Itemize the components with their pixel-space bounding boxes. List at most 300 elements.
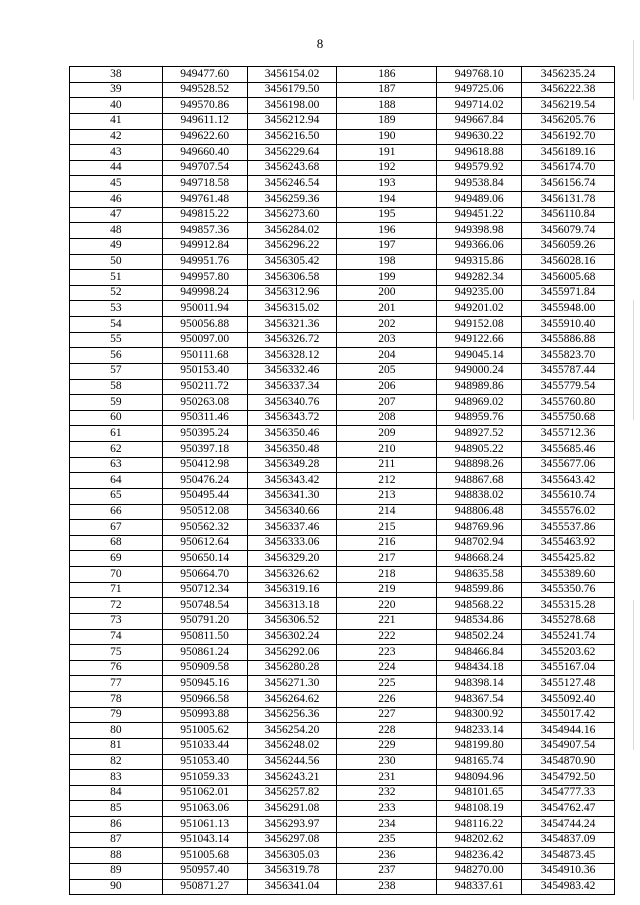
point-number-cell: 41 — [70, 113, 163, 129]
x-coordinate-cell: 949707.54 — [162, 160, 247, 176]
y-coordinate-cell: 3456302.24 — [247, 629, 337, 645]
y-coordinate-cell: 3456350.46 — [247, 426, 337, 442]
point-number-cell: 57 — [70, 363, 163, 379]
point-number-cell: 212 — [337, 473, 437, 489]
y-coordinate-cell: 3456259.36 — [247, 192, 337, 208]
x-coordinate-cell: 951061.13 — [162, 817, 247, 833]
x-coordinate-cell: 949725.06 — [437, 82, 522, 98]
y-coordinate-cell: 3455685.46 — [522, 442, 615, 458]
x-coordinate-cell: 950412.98 — [162, 457, 247, 473]
y-coordinate-cell: 3456284.02 — [247, 223, 337, 239]
point-number-cell: 199 — [337, 270, 437, 286]
point-number-cell: 211 — [337, 457, 437, 473]
x-coordinate-cell: 949528.52 — [162, 82, 247, 98]
x-coordinate-cell: 949201.02 — [437, 301, 522, 317]
x-coordinate-cell: 950791.20 — [162, 613, 247, 629]
x-coordinate-cell: 948101.65 — [437, 785, 522, 801]
y-coordinate-cell: 3455610.74 — [522, 488, 615, 504]
point-number-cell: 231 — [337, 770, 437, 786]
point-number-cell: 83 — [70, 770, 163, 786]
point-number-cell: 210 — [337, 442, 437, 458]
x-coordinate-cell: 949570.86 — [162, 98, 247, 114]
point-number-cell: 67 — [70, 520, 163, 536]
point-number-cell: 77 — [70, 676, 163, 692]
y-coordinate-cell: 3456216.50 — [247, 129, 337, 145]
y-coordinate-cell: 3456315.02 — [247, 301, 337, 317]
y-coordinate-cell: 3456337.46 — [247, 520, 337, 536]
y-coordinate-cell: 3455425.82 — [522, 551, 615, 567]
point-number-cell: 225 — [337, 676, 437, 692]
point-number-cell: 79 — [70, 707, 163, 723]
x-coordinate-cell: 951053.40 — [162, 754, 247, 770]
point-number-cell: 228 — [337, 723, 437, 739]
y-coordinate-cell: 3456235.24 — [522, 67, 615, 83]
table-row — [70, 332, 615, 348]
y-coordinate-cell: 3456319.16 — [247, 582, 337, 598]
point-number-cell: 72 — [70, 598, 163, 614]
point-number-cell: 235 — [337, 832, 437, 848]
point-number-cell: 54 — [70, 317, 163, 333]
y-coordinate-cell: 3455241.74 — [522, 629, 615, 645]
scan-edge-mark — [633, 40, 634, 100]
x-coordinate-cell: 950097.00 — [162, 332, 247, 348]
y-coordinate-cell: 3455278.68 — [522, 613, 615, 629]
table-row — [70, 238, 615, 254]
point-number-cell: 224 — [337, 660, 437, 676]
table-row — [70, 379, 615, 395]
x-coordinate-cell: 949768.10 — [437, 67, 522, 83]
table-row — [70, 67, 615, 83]
y-coordinate-cell: 3456306.58 — [247, 270, 337, 286]
x-coordinate-cell: 948502.24 — [437, 629, 522, 645]
y-coordinate-cell: 3455017.42 — [522, 707, 615, 723]
x-coordinate-cell: 948202.62 — [437, 832, 522, 848]
point-number-cell: 71 — [70, 582, 163, 598]
point-number-cell: 218 — [337, 567, 437, 583]
point-number-cell: 76 — [70, 660, 163, 676]
y-coordinate-cell: 3455787.44 — [522, 363, 615, 379]
point-number-cell: 188 — [337, 98, 437, 114]
y-coordinate-cell: 3455971.84 — [522, 285, 615, 301]
y-coordinate-cell: 3455779.54 — [522, 379, 615, 395]
y-coordinate-cell: 3456248.02 — [247, 738, 337, 754]
point-number-cell: 226 — [337, 692, 437, 708]
y-coordinate-cell: 3456337.34 — [247, 379, 337, 395]
point-number-cell: 203 — [337, 332, 437, 348]
y-coordinate-cell: 3456343.42 — [247, 473, 337, 489]
point-number-cell: 52 — [70, 285, 163, 301]
y-coordinate-cell: 3456341.30 — [247, 488, 337, 504]
x-coordinate-cell: 950712.34 — [162, 582, 247, 598]
y-coordinate-cell: 3456198.00 — [247, 98, 337, 114]
x-coordinate-cell: 950056.88 — [162, 317, 247, 333]
x-coordinate-cell: 948233.14 — [437, 723, 522, 739]
y-coordinate-cell: 3454907.54 — [522, 738, 615, 754]
y-coordinate-cell: 3455167.04 — [522, 660, 615, 676]
y-coordinate-cell: 3456154.02 — [247, 67, 337, 83]
x-coordinate-cell: 948635.58 — [437, 567, 522, 583]
table-row — [70, 754, 615, 770]
x-coordinate-cell: 950966.58 — [162, 692, 247, 708]
point-number-cell: 195 — [337, 207, 437, 223]
y-coordinate-cell: 3456110.84 — [522, 207, 615, 223]
x-coordinate-cell: 949714.02 — [437, 98, 522, 114]
y-coordinate-cell: 3456340.76 — [247, 395, 337, 411]
x-coordinate-cell: 950748.54 — [162, 598, 247, 614]
point-number-cell: 60 — [70, 410, 163, 426]
table-row — [70, 738, 615, 754]
point-number-cell: 229 — [337, 738, 437, 754]
y-coordinate-cell: 3455127.48 — [522, 676, 615, 692]
table-row — [70, 457, 615, 473]
point-number-cell: 232 — [337, 785, 437, 801]
x-coordinate-cell: 949622.60 — [162, 129, 247, 145]
x-coordinate-cell: 949282.34 — [437, 270, 522, 286]
x-coordinate-cell: 949477.60 — [162, 67, 247, 83]
x-coordinate-cell: 949815.22 — [162, 207, 247, 223]
x-coordinate-cell: 950153.40 — [162, 363, 247, 379]
x-coordinate-cell: 948367.54 — [437, 692, 522, 708]
point-number-cell: 86 — [70, 817, 163, 833]
x-coordinate-cell: 951062.01 — [162, 785, 247, 801]
y-coordinate-cell: 3455948.00 — [522, 301, 615, 317]
table-row — [70, 645, 615, 661]
x-coordinate-cell: 948599.86 — [437, 582, 522, 598]
y-coordinate-cell: 3456280.28 — [247, 660, 337, 676]
y-coordinate-cell: 3456332.46 — [247, 363, 337, 379]
point-number-cell: 66 — [70, 504, 163, 520]
table-row — [70, 301, 615, 317]
point-number-cell: 80 — [70, 723, 163, 739]
x-coordinate-cell: 949489.06 — [437, 192, 522, 208]
y-coordinate-cell: 3456156.74 — [522, 176, 615, 192]
table-row — [70, 848, 615, 864]
x-coordinate-cell: 950861.24 — [162, 645, 247, 661]
page-number: 8 — [316, 36, 324, 51]
x-coordinate-cell: 949398.98 — [437, 223, 522, 239]
table-row — [70, 504, 615, 520]
x-coordinate-cell: 948668.24 — [437, 551, 522, 567]
table-row — [70, 832, 615, 848]
x-coordinate-cell: 949366.06 — [437, 238, 522, 254]
point-number-cell: 58 — [70, 379, 163, 395]
point-number-cell: 200 — [337, 285, 437, 301]
table-row — [70, 98, 615, 114]
point-number-cell: 208 — [337, 410, 437, 426]
x-coordinate-cell: 948838.02 — [437, 488, 522, 504]
y-coordinate-cell: 3456293.97 — [247, 817, 337, 833]
table-row — [70, 192, 615, 208]
y-coordinate-cell: 3456212.94 — [247, 113, 337, 129]
point-number-cell: 43 — [70, 145, 163, 161]
x-coordinate-cell: 950311.46 — [162, 410, 247, 426]
y-coordinate-cell: 3454837.09 — [522, 832, 615, 848]
y-coordinate-cell: 3456321.36 — [247, 317, 337, 333]
point-number-cell: 190 — [337, 129, 437, 145]
y-coordinate-cell: 3455537.86 — [522, 520, 615, 536]
y-coordinate-cell: 3456264.62 — [247, 692, 337, 708]
y-coordinate-cell: 3456343.72 — [247, 410, 337, 426]
x-coordinate-cell: 951059.33 — [162, 770, 247, 786]
y-coordinate-cell: 3456131.78 — [522, 192, 615, 208]
x-coordinate-cell: 950650.14 — [162, 551, 247, 567]
y-coordinate-cell: 3456005.68 — [522, 270, 615, 286]
point-number-cell: 81 — [70, 738, 163, 754]
point-number-cell: 216 — [337, 535, 437, 551]
y-coordinate-cell: 3456257.82 — [247, 785, 337, 801]
x-coordinate-cell: 948959.76 — [437, 410, 522, 426]
point-number-cell: 46 — [70, 192, 163, 208]
y-coordinate-cell: 3456328.12 — [247, 348, 337, 364]
x-coordinate-cell: 949660.40 — [162, 145, 247, 161]
table-row — [70, 317, 615, 333]
x-coordinate-cell: 950612.64 — [162, 535, 247, 551]
y-coordinate-cell: 3455092.40 — [522, 692, 615, 708]
x-coordinate-cell: 949957.80 — [162, 270, 247, 286]
y-coordinate-cell: 3455203.62 — [522, 645, 615, 661]
y-coordinate-cell: 3455760.80 — [522, 395, 615, 411]
table-row — [70, 223, 615, 239]
point-number-cell: 202 — [337, 317, 437, 333]
point-number-cell: 69 — [70, 551, 163, 567]
scan-edge-mark — [633, 600, 634, 750]
point-number-cell: 233 — [337, 801, 437, 817]
point-number-cell: 47 — [70, 207, 163, 223]
table-row — [70, 567, 615, 583]
y-coordinate-cell: 3456350.48 — [247, 442, 337, 458]
table-row — [70, 426, 615, 442]
point-number-cell: 214 — [337, 504, 437, 520]
table-row — [70, 113, 615, 129]
point-number-cell: 227 — [337, 707, 437, 723]
point-number-cell: 74 — [70, 629, 163, 645]
point-number-cell: 61 — [70, 426, 163, 442]
y-coordinate-cell: 3455643.42 — [522, 473, 615, 489]
point-number-cell: 223 — [337, 645, 437, 661]
y-coordinate-cell: 3456306.52 — [247, 613, 337, 629]
x-coordinate-cell: 950562.32 — [162, 520, 247, 536]
y-coordinate-cell: 3456205.76 — [522, 113, 615, 129]
x-coordinate-cell: 948898.26 — [437, 457, 522, 473]
table-row — [70, 82, 615, 98]
x-coordinate-cell: 948568.22 — [437, 598, 522, 614]
point-number-cell: 38 — [70, 67, 163, 83]
table-row — [70, 520, 615, 536]
x-coordinate-cell: 950993.88 — [162, 707, 247, 723]
x-coordinate-cell: 948969.02 — [437, 395, 522, 411]
table-row — [70, 270, 615, 286]
x-coordinate-cell: 950111.68 — [162, 348, 247, 364]
y-coordinate-cell: 3456313.18 — [247, 598, 337, 614]
y-coordinate-cell: 3455576.02 — [522, 504, 615, 520]
y-coordinate-cell: 3456189.16 — [522, 145, 615, 161]
point-number-cell: 44 — [70, 160, 163, 176]
x-coordinate-cell: 948116.22 — [437, 817, 522, 833]
x-coordinate-cell: 950397.18 — [162, 442, 247, 458]
x-coordinate-cell: 949618.88 — [437, 145, 522, 161]
coordinates-table-body — [70, 67, 615, 895]
y-coordinate-cell: 3454873.45 — [522, 848, 615, 864]
point-number-cell: 78 — [70, 692, 163, 708]
table-row — [70, 676, 615, 692]
x-coordinate-cell: 949315.86 — [437, 254, 522, 270]
x-coordinate-cell: 949152.08 — [437, 317, 522, 333]
y-coordinate-cell: 3455315.28 — [522, 598, 615, 614]
table-row — [70, 551, 615, 567]
x-coordinate-cell: 951063.06 — [162, 801, 247, 817]
x-coordinate-cell: 950811.50 — [162, 629, 247, 645]
x-coordinate-cell: 948989.86 — [437, 379, 522, 395]
y-coordinate-cell: 3454762.47 — [522, 801, 615, 817]
x-coordinate-cell: 949912.84 — [162, 238, 247, 254]
point-number-cell: 220 — [337, 598, 437, 614]
point-number-cell: 50 — [70, 254, 163, 270]
x-coordinate-cell: 949951.76 — [162, 254, 247, 270]
x-coordinate-cell: 949045.14 — [437, 348, 522, 364]
point-number-cell: 45 — [70, 176, 163, 192]
x-coordinate-cell: 951005.68 — [162, 848, 247, 864]
y-coordinate-cell: 3456243.21 — [247, 770, 337, 786]
table-row — [70, 348, 615, 364]
y-coordinate-cell: 3454910.36 — [522, 863, 615, 879]
x-coordinate-cell: 950011.94 — [162, 301, 247, 317]
y-coordinate-cell: 3456243.68 — [247, 160, 337, 176]
x-coordinate-cell: 951043.14 — [162, 832, 247, 848]
point-number-cell: 213 — [337, 488, 437, 504]
y-coordinate-cell: 3455677.06 — [522, 457, 615, 473]
point-number-cell: 87 — [70, 832, 163, 848]
y-coordinate-cell: 3456291.08 — [247, 801, 337, 817]
point-number-cell: 197 — [337, 238, 437, 254]
x-coordinate-cell: 948398.14 — [437, 676, 522, 692]
point-number-cell: 215 — [337, 520, 437, 536]
scan-edge-mark — [633, 300, 634, 420]
point-number-cell: 201 — [337, 301, 437, 317]
table-row — [70, 145, 615, 161]
y-coordinate-cell: 3456349.28 — [247, 457, 337, 473]
x-coordinate-cell: 950871.27 — [162, 879, 247, 895]
y-coordinate-cell: 3455389.60 — [522, 567, 615, 583]
x-coordinate-cell: 949630.22 — [437, 129, 522, 145]
point-number-cell: 206 — [337, 379, 437, 395]
table-row — [70, 363, 615, 379]
x-coordinate-cell: 948236.42 — [437, 848, 522, 864]
y-coordinate-cell: 3456326.72 — [247, 332, 337, 348]
table-row — [70, 410, 615, 426]
x-coordinate-cell: 950512.08 — [162, 504, 247, 520]
point-number-cell: 59 — [70, 395, 163, 411]
y-coordinate-cell: 3456079.74 — [522, 223, 615, 239]
y-coordinate-cell: 3456319.78 — [247, 863, 337, 879]
point-number-cell: 70 — [70, 567, 163, 583]
x-coordinate-cell: 948534.86 — [437, 613, 522, 629]
table-row — [70, 488, 615, 504]
x-coordinate-cell: 950263.08 — [162, 395, 247, 411]
point-number-cell: 55 — [70, 332, 163, 348]
y-coordinate-cell: 3456292.06 — [247, 645, 337, 661]
x-coordinate-cell: 948434.18 — [437, 660, 522, 676]
point-number-cell: 187 — [337, 82, 437, 98]
y-coordinate-cell: 3455750.68 — [522, 410, 615, 426]
y-coordinate-cell: 3456271.30 — [247, 676, 337, 692]
x-coordinate-cell: 949667.84 — [437, 113, 522, 129]
table-row — [70, 129, 615, 145]
y-coordinate-cell: 3456028.16 — [522, 254, 615, 270]
x-coordinate-cell: 951005.62 — [162, 723, 247, 739]
point-number-cell: 222 — [337, 629, 437, 645]
y-coordinate-cell: 3456256.36 — [247, 707, 337, 723]
y-coordinate-cell: 3455910.40 — [522, 317, 615, 333]
table-row — [70, 707, 615, 723]
y-coordinate-cell: 3455712.36 — [522, 426, 615, 442]
y-coordinate-cell: 3454983.42 — [522, 879, 615, 895]
table-row — [70, 254, 615, 270]
x-coordinate-cell: 951033.44 — [162, 738, 247, 754]
x-coordinate-cell: 948702.94 — [437, 535, 522, 551]
point-number-cell: 48 — [70, 223, 163, 239]
point-number-cell: 237 — [337, 863, 437, 879]
y-coordinate-cell: 3456297.08 — [247, 832, 337, 848]
x-coordinate-cell: 950495.44 — [162, 488, 247, 504]
table-row — [70, 770, 615, 786]
point-number-cell: 191 — [337, 145, 437, 161]
point-number-cell: 238 — [337, 879, 437, 895]
table-row — [70, 582, 615, 598]
y-coordinate-cell: 3454777.33 — [522, 785, 615, 801]
x-coordinate-cell: 948165.74 — [437, 754, 522, 770]
point-number-cell: 64 — [70, 473, 163, 489]
point-number-cell: 63 — [70, 457, 163, 473]
y-coordinate-cell: 3456244.56 — [247, 754, 337, 770]
point-number-cell: 62 — [70, 442, 163, 458]
y-coordinate-cell: 3456296.22 — [247, 238, 337, 254]
point-number-cell: 217 — [337, 551, 437, 567]
point-number-cell: 84 — [70, 785, 163, 801]
table-row — [70, 598, 615, 614]
y-coordinate-cell: 3456179.50 — [247, 82, 337, 98]
y-coordinate-cell: 3456229.64 — [247, 145, 337, 161]
x-coordinate-cell: 949718.58 — [162, 176, 247, 192]
table-row — [70, 801, 615, 817]
y-coordinate-cell: 3456329.20 — [247, 551, 337, 567]
point-number-cell: 196 — [337, 223, 437, 239]
point-number-cell: 219 — [337, 582, 437, 598]
point-number-cell: 186 — [337, 67, 437, 83]
table-row — [70, 176, 615, 192]
point-number-cell: 234 — [337, 817, 437, 833]
table-row — [70, 785, 615, 801]
table-row — [70, 442, 615, 458]
point-number-cell: 209 — [337, 426, 437, 442]
x-coordinate-cell: 950476.24 — [162, 473, 247, 489]
y-coordinate-cell: 3456254.20 — [247, 723, 337, 739]
x-coordinate-cell: 949451.22 — [437, 207, 522, 223]
y-coordinate-cell: 3456340.66 — [247, 504, 337, 520]
y-coordinate-cell: 3456305.03 — [247, 848, 337, 864]
point-number-cell: 65 — [70, 488, 163, 504]
coordinates-table — [69, 66, 615, 895]
point-number-cell: 194 — [337, 192, 437, 208]
table-row — [70, 629, 615, 645]
x-coordinate-cell: 949579.92 — [437, 160, 522, 176]
y-coordinate-cell: 3454870.90 — [522, 754, 615, 770]
x-coordinate-cell: 949857.36 — [162, 223, 247, 239]
table-row — [70, 473, 615, 489]
y-coordinate-cell: 3456219.54 — [522, 98, 615, 114]
table-row — [70, 723, 615, 739]
y-coordinate-cell: 3456273.60 — [247, 207, 337, 223]
point-number-cell: 230 — [337, 754, 437, 770]
